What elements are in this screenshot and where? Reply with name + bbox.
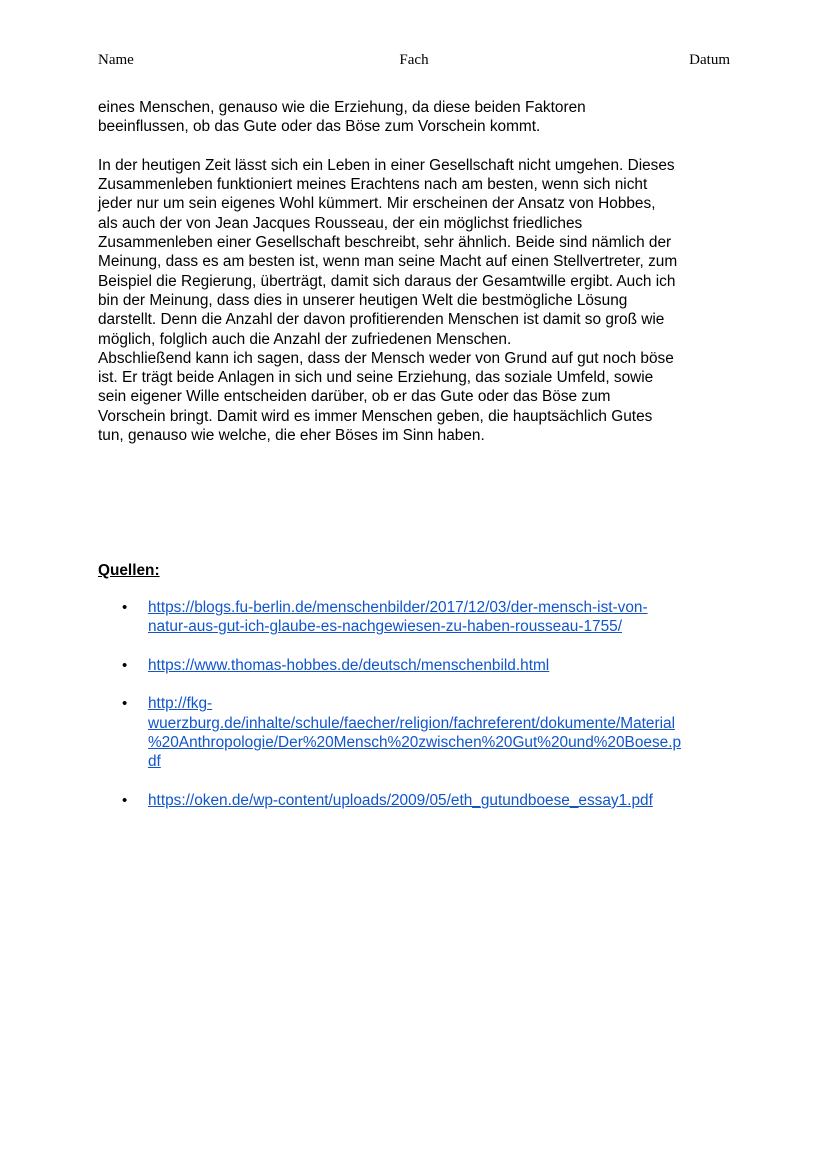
- header-name: Name: [98, 52, 134, 68]
- bullet-icon: •: [122, 791, 128, 809]
- header-date: Datum: [689, 52, 730, 68]
- source-item-thomas-hobbes: [98, 656, 738, 675]
- source-item-oken: [98, 791, 738, 810]
- bullet-icon: •: [122, 656, 128, 674]
- source-link-fu-berlin[interactable]: https://blogs.fu-berlin.de/menschenbilder/2017/12/03/der-mensch-ist-von- natur-aus-gut-ich-glaube-es-nachgewiesen-zu-haben-rousseau-1755/: [148, 599, 648, 636]
- paragraph-intro-continuation: eines Menschen, genauso wie die Erziehung, da diese beiden Faktoren beeinflussen, ob das Gute oder das Böse zum Vorschein kommt.: [98, 99, 586, 136]
- page-header: [98, 50, 730, 70]
- bullet-icon: •: [122, 695, 128, 713]
- sources-heading: Quellen:: [98, 562, 160, 579]
- source-link-thomas-hobbes[interactable]: https://www.thomas-hobbes.de/deutsch/menschenbild.html: [148, 656, 550, 674]
- source-item-fkg-wuerzburg: [98, 694, 738, 771]
- source-item-fu-berlin: [98, 598, 738, 637]
- paragraph-conclusion: Abschließend kann ich sagen, dass der Mensch weder von Grund auf gut noch böse ist. Er trägt beide Anlagen in sich und seine Erziehung, das soziale Umfeld, sowie sein eigener Wille entscheiden darüber, ob er das Gute oder das Böse zum Vorschein bringt. Damit wird es immer Menschen geben, die hauptsächlich Gutes tun, genauso wie welche, die eher Böses im Sinn haben.: [98, 349, 674, 445]
- header-subject: Fach: [399, 52, 429, 68]
- source-link-fkg-wuerzburg[interactable]: http://fkg- wuerzburg.de/inhalte/schule/faecher/religion/fachreferent/dokumente/Material %20Anthropologie/Der%20Mensch%20zwischen%20Gut%20und%20Boese.p df: [148, 695, 682, 771]
- paragraph-society: In der heutigen Zeit lässt sich ein Leben in einer Gesellschaft nicht umgehen. Dieses Zusammenleben funktioniert meines Erachtens nach am besten, wenn sich nicht jeder nur um sein eigenes Wohl kümmert. Mir erscheinen der Ansatz von Hobbes, als auch der von Jean Jacques Rousseau, der ein möglichst friedliches Zusammenleben einer Gesellschaft beschreibt, sehr ähnlich. Beide sind nämlich der Meinung, dass es am besten ist, wenn man seine Macht auf einen Stellvertreter, zum Beispiel die Regierung, überträgt, damit sich daraus der Gesamtwille ergibt. Auch ich bin der Meinung, dass dies in unserer heutigen Welt die bestmögliche Lösung darstellt. Denn die Anzahl der davon profitierenden Menschen ist damit so groß wie möglich, folglich auch die Anzahl der zufriedenen Menschen.: [98, 156, 678, 348]
- bullet-icon: •: [122, 599, 128, 616]
- essay-body: [98, 98, 738, 445]
- sources-list: [98, 598, 738, 830]
- source-link-oken[interactable]: https://oken.de/wp-content/uploads/2009/05/eth_gutundboese_essay1.pdf: [148, 791, 653, 809]
